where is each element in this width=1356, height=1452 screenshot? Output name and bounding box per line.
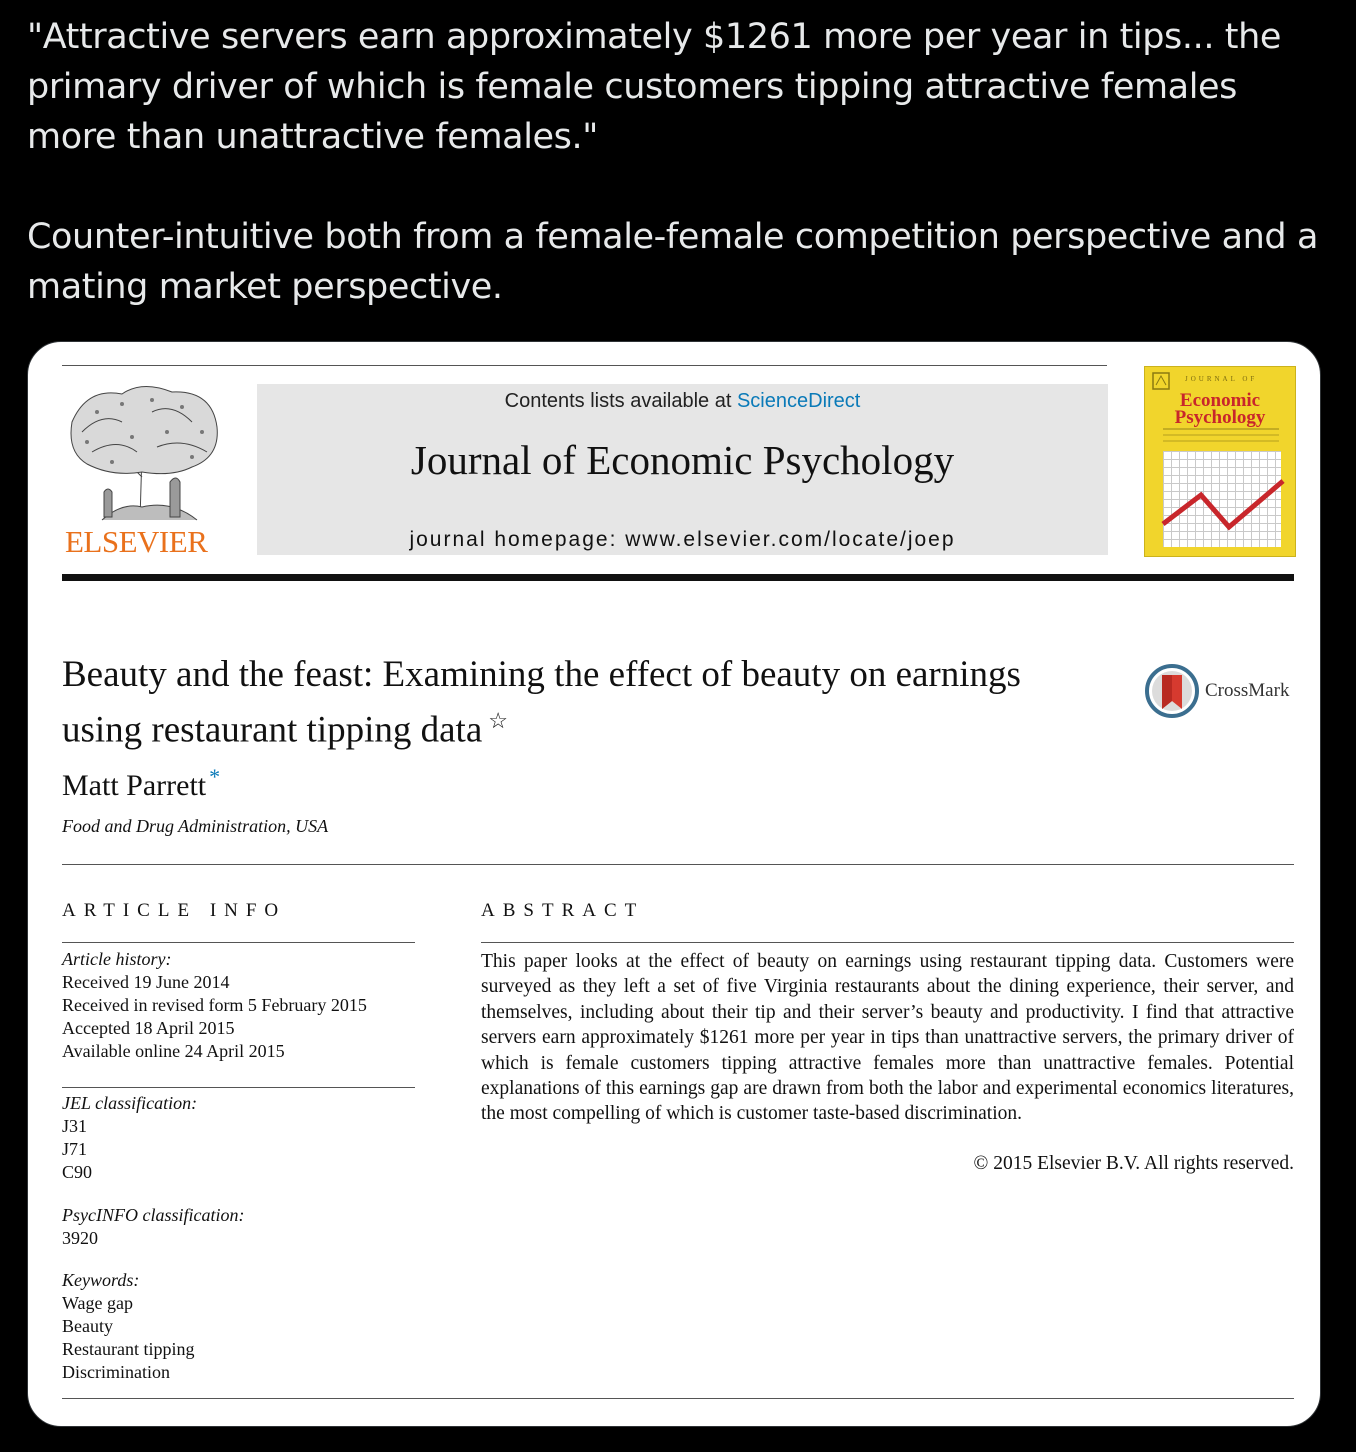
author-name-text: Matt Parrett — [62, 769, 207, 802]
tweet-paragraph-2: Counter-intuitive both from a female-female competition perspective and a mating market perspective. — [27, 217, 1319, 307]
article-info-divider — [62, 1087, 415, 1088]
cover-grid — [1163, 451, 1281, 547]
keyword: Beauty — [62, 1316, 113, 1336]
keyword: Wage gap — [62, 1293, 134, 1313]
tweet-paragraph-1: "Attractive servers earn approximately $1261 more per year in tips... the primary driver of which is female customers tipping attractive females more than unattractive females." — [27, 17, 1282, 157]
history-item: Received in revised form 5 February 2015 — [62, 995, 367, 1015]
crossmark-icon — [1145, 663, 1201, 721]
jel-code: J31 — [62, 1116, 88, 1136]
cover-title — [1145, 392, 1295, 426]
cover-small-caption: JOURNAL OF — [1185, 375, 1258, 383]
journal-cover — [1144, 366, 1296, 557]
contents-line — [257, 390, 1108, 413]
jel-label: JEL classification: — [62, 1093, 198, 1113]
article-info-heading: ARTICLE INFO — [62, 900, 287, 921]
sciencedirect-link: ScienceDirect — [736, 390, 861, 412]
journal-masthead — [257, 384, 1108, 555]
crossmark-label: CrossMark — [1205, 680, 1290, 701]
paper-first-page — [28, 342, 1320, 1426]
article-title — [62, 652, 1062, 753]
author-affiliation: Food and Drug Administration, USA — [62, 816, 329, 836]
jel-classification — [62, 1092, 197, 1184]
article-title-text: Beauty and the feast: Examining the effect of beauty on earnings using restaurant tipping data — [62, 654, 1021, 751]
attached-image-card[interactable] — [27, 341, 1321, 1427]
thick-rule — [62, 574, 1294, 581]
journal-homepage: journal homepage: www.elsevier.com/locate/joep — [409, 528, 956, 551]
crossmark-badge[interactable] — [1145, 663, 1295, 721]
abstract-heading: ABSTRACT — [481, 900, 645, 921]
article-info-rule — [62, 942, 415, 943]
keywords-label: Keywords: — [62, 1270, 140, 1290]
keyword: Discrimination — [62, 1362, 170, 1382]
bottom-rule — [62, 1398, 1294, 1399]
contents-prefix: Contents lists available at — [504, 390, 737, 412]
journal-name: Journal of Economic Psychology — [410, 437, 955, 483]
history-item: Available online 24 April 2015 — [62, 1041, 285, 1061]
tweet-text — [27, 12, 1332, 312]
cover-title-line-2: Psychology — [1174, 407, 1266, 428]
jel-code: J71 — [62, 1139, 88, 1159]
article-history — [62, 948, 367, 1063]
history-item: Received 19 June 2014 — [62, 972, 230, 992]
psycinfo-classification — [62, 1204, 244, 1250]
keyword: Restaurant tipping — [62, 1339, 195, 1359]
history-label: Article history: — [62, 949, 172, 969]
top-rule — [62, 365, 1107, 366]
abstract-rule — [481, 942, 1294, 943]
jel-code: C90 — [62, 1162, 93, 1182]
copyright-line: © 2015 Elsevier B.V. All rights reserved. — [973, 1153, 1294, 1174]
section-rule — [62, 864, 1294, 865]
psycinfo-code: 3920 — [62, 1228, 98, 1248]
cover-title-line-1: Economic — [1179, 390, 1261, 411]
elsevier-wordmark: ELSEVIER — [65, 524, 208, 559]
title-footnote-star: ☆ — [488, 708, 508, 733]
abstract-text: This paper looks at the effect of beauty on earnings using restaurant tipping data. Customers were surveyed as they left a set of five Virginia restaurants about the dining experience, their server, and themselves, including about their tip and their server’s beauty and productivity. I find that attractive servers earn approximately $1261 more per year in tips than unattractive servers, the primary driver of which is female customers tipping attractive females more than unattractive females. Potential explanations of this earnings gap are drawn from both the labor and experimental economics literatures, the most compelling of which is customer taste-based discrimination. — [481, 951, 1294, 1125]
psycinfo-label: PsycINFO classification: — [62, 1205, 245, 1225]
keywords — [62, 1269, 194, 1384]
author-name — [62, 764, 220, 803]
history-item: Accepted 18 April 2015 — [62, 1018, 235, 1038]
author-footnote-mark[interactable]: * — [209, 764, 221, 789]
